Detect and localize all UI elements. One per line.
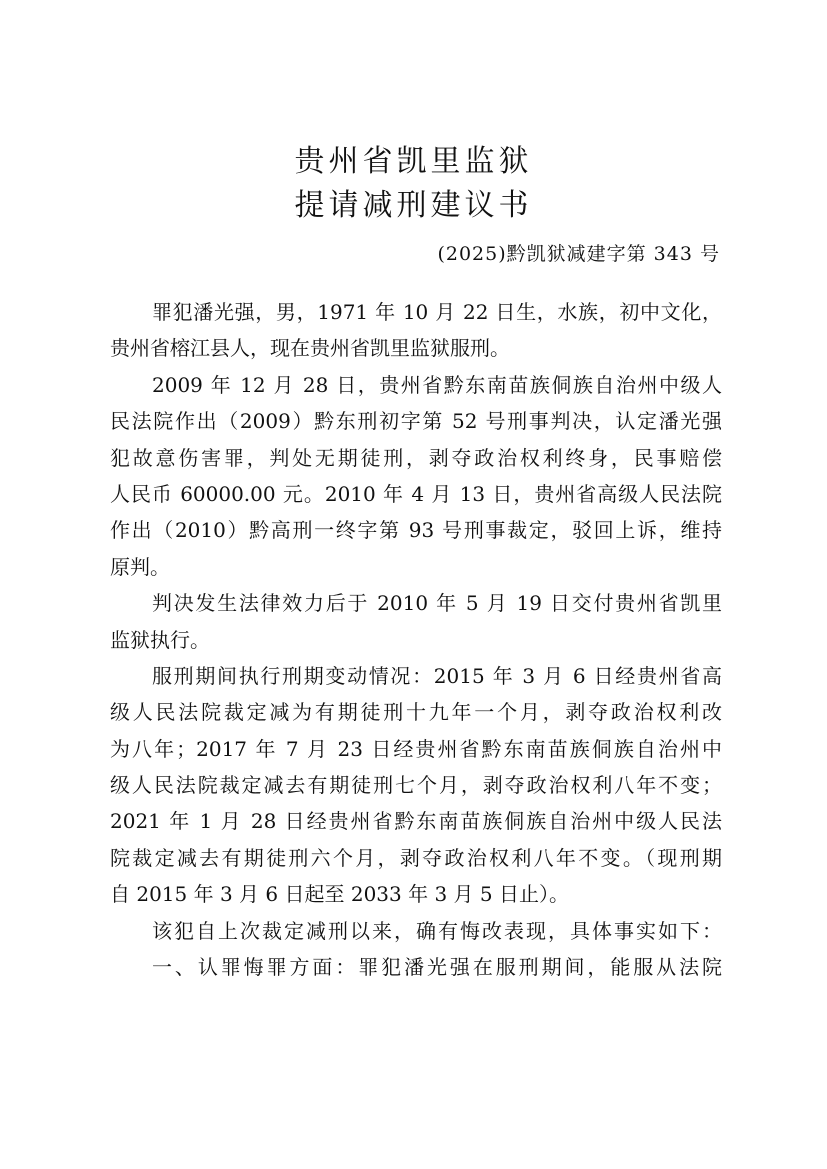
body-line: 原判。 xyxy=(110,554,170,579)
document-title-line1: 贵州省凯里监狱 xyxy=(294,144,533,179)
body-line: 服刑期间执行刑期变动情况：2015 年 3 月 6 日经贵州省高 xyxy=(152,663,722,688)
document-title-line2: 提请减刑建议书 xyxy=(294,188,533,223)
body-line: 自 2015 年 3 月 6 日起至 2033 年 3 月 5 日止）。 xyxy=(110,882,569,907)
body-line: 判决发生法律效力后于 2010 年 5 月 19 日交付贵州省凯里 xyxy=(152,591,722,616)
body-line: 2021 年 1 月 28 日经贵州省黔东南苗族侗族自治州中级人民法 xyxy=(110,809,722,834)
body-line: 院裁定减去有期徒刑六个月，剥夺政治权利八年不变。（现刑期 xyxy=(110,845,722,870)
body-line: 监狱执行。 xyxy=(110,627,210,652)
body-line: 人民币 60000.00 元。2010 年 4 月 13 日，贵州省高级人民法院 xyxy=(110,481,722,506)
body-line: 民法院作出（2009）黔东刑初字第 52 号刑事判决，认定潘光强 xyxy=(110,409,722,434)
body-line: 该犯自上次裁定减刑以来，确有悔改表现，具体事实如下： xyxy=(152,918,722,943)
body-line: 作出（2010）黔高刑一终字第 93 号刑事裁定，驳回上诉，维持 xyxy=(110,518,722,543)
body-line: 贵州省榕江县人，现在贵州省凯里监狱服刑。 xyxy=(110,336,510,361)
body-line: 罪犯潘光强，男，1971 年 10 月 22 日生，水族，初中文化， xyxy=(152,300,722,324)
document-number: (2025)黔凯狱减建字第 343 号 xyxy=(437,243,720,265)
body-line: 犯故意伤害罪，判处无期徒刑，剥夺政治权利终身，民事赔偿 xyxy=(110,445,722,470)
body-line: 级人民法院裁定减为有期徒刑十九年一个月，剥夺政治权利改 xyxy=(110,700,722,725)
body-line: 为八年；2017 年 7 月 23 日经贵州省黔东南苗族侗族自治州中 xyxy=(110,736,722,761)
document-body xyxy=(110,294,722,985)
body-line: 级人民法院裁定减去有期徒刑七个月，剥夺政治权利八年不变； xyxy=(110,773,722,798)
body-line: 一、认罪悔罪方面：罪犯潘光强在服刑期间，能服从法院 xyxy=(152,955,722,980)
body-line: 2009 年 12 月 28 日，贵州省黔东南苗族侗族自治州中级人 xyxy=(152,372,722,397)
